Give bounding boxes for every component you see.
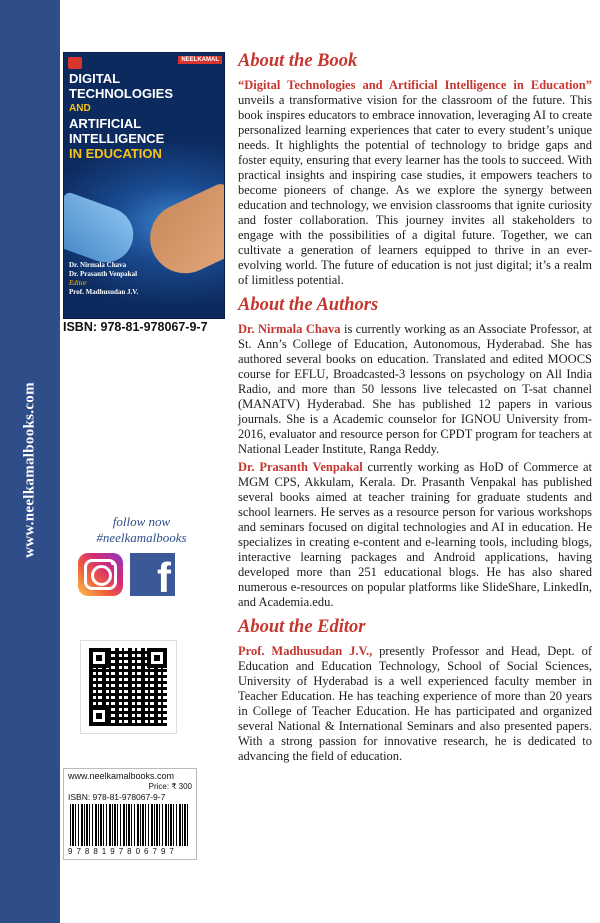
author1-name: Dr. Nirmala Chava [238, 322, 341, 336]
cover-title-line1: DIGITAL [69, 71, 121, 86]
back-cover-text [238, 50, 592, 764]
cover-editor-label: Editor [69, 279, 87, 287]
barcode-website: www.neelkamalbooks.com [68, 771, 175, 781]
cover-brand: NEELKAMAL [178, 56, 222, 64]
cover-author2: Dr. Prasanth Venpakal [69, 270, 138, 278]
author2-name: Dr. Prasanth Venpakal [238, 460, 363, 474]
follow-text [60, 514, 223, 546]
barcode-block [63, 768, 197, 860]
instagram-lens [91, 565, 112, 586]
author2-paragraph [238, 460, 592, 610]
facebook-icon[interactable]: f [130, 553, 175, 596]
publisher-logo-icon [68, 57, 82, 69]
about-book-text: unveils a transformative vision for the classroom of the future. This book inspires educators to embrace innovation, leveraging AI to create personalized learning experiences that cater to every student’s unique needs. It highlights the potential of technology to bridge gaps and foster equity, ensuring that every learner has the tools to succeed. With practical insights and inspiring case studies, it empowers teachers to become pioneers of change. As we explore the synergy between education and technology, we envision classrooms that ignite curiosity and foster collaboration. This journey invites all stakeholders to engage with the possibilities of a digital future. Together, we can cultivate a generation of learners equipped to thrive in an ever-evolving world. The future of education is not just digital; it’s a realm of limitless potential. [238, 93, 592, 287]
barcode-isbn: ISBN: 978-81-978067-9-7 [68, 792, 166, 802]
cover-title [69, 71, 219, 161]
book-title-quote: “Digital Technologies and Artificial Intelligence in Education” [238, 78, 592, 92]
barcode-bars [70, 804, 190, 846]
instagram-dot [111, 561, 115, 565]
about-book-paragraph [238, 78, 592, 288]
cover-author1: Dr. Nirmala Chava [69, 261, 127, 269]
cover-title-line6: IN EDUCATION [69, 146, 162, 161]
qr-finder-bottom-left [89, 706, 109, 726]
cover-title-line4: ARTIFICIAL [69, 116, 142, 131]
instagram-icon[interactable] [78, 553, 123, 596]
book-cover-thumbnail [63, 52, 225, 319]
cover-editor: Prof. Madhusudan J.V. [69, 288, 139, 296]
cover-authors [69, 261, 219, 297]
cover-title-line3: AND [69, 103, 91, 114]
follow-hashtag: #neelkamalbooks [96, 530, 187, 545]
editor-text: presently Professor and Head, Dept. of Education and Education Technology, School of Social Sciences, University of Hyderabad is a well experienced faculty member in Teacher Education. He has teaching experience of more than 20 years in College of Teacher Education. He has participated and organized several National & International Seminars and also presented papers. With a strong passion for innovative research, he is dedicated to advancing the field of education. [238, 644, 592, 763]
author2-text: currently working as HoD of Commerce at MGM CPS, Akkulam, Kerala. Dr. Prasanth Venpakal has published several books aimed at teacher training for graduate students and school learners. He serves as a resource person for various workshops and seminars focused on digital technologies and AI in education. He specializes in creating e-content and e-learning tools, including blogs, interactive learning packages and Android applications, having developed more than 251 educational blogs. He has also shared numerous e-resources on popular platforms like SlideShare, LinkedIn, and Academia.edu. [238, 460, 592, 609]
about-book-heading: About the Book [238, 51, 358, 71]
editor-name: Prof. Madhusudan J.V., [238, 644, 373, 658]
about-authors-heading: About the Authors [238, 295, 379, 315]
qr-code[interactable] [80, 640, 177, 734]
author1-paragraph [238, 322, 592, 457]
barcode-digits: 9788197806797 [68, 847, 178, 856]
qr-finder-top-right [147, 648, 167, 668]
spine-website: www.neelkamalbooks.com [21, 382, 38, 558]
cover-title-line5: INTELLIGENCE [69, 131, 165, 146]
editor-paragraph [238, 644, 592, 764]
isbn-label: ISBN: 978-81-978067-9-7 [63, 320, 208, 334]
about-editor-heading: About the Editor [238, 617, 366, 637]
author1-text: is currently working as an Associate Professor, at St. Ann’s College of Education, Autonomous, Hyderabad. She has authored several books on education. Translated and edited MOOCS course for EFLU, Broadcasted-3 lessons on psychology on All India Radio, and more than 50 lessons live telecasted on T-sat channel (MANATV) Hyderabad. She has published 12 papers in various journals. She is a Academic counselor for IGNOU University from-2016, evaluator and resource person for CPDT program for teachers at National Leader Institute, Ranga Reddy. [238, 322, 592, 456]
qr-finder-top-left [89, 648, 109, 668]
follow-line1: follow now [112, 514, 171, 529]
barcode-price: Price: ₹ 300 [148, 782, 192, 791]
cover-title-line2: TECHNOLOGIES [69, 86, 174, 101]
